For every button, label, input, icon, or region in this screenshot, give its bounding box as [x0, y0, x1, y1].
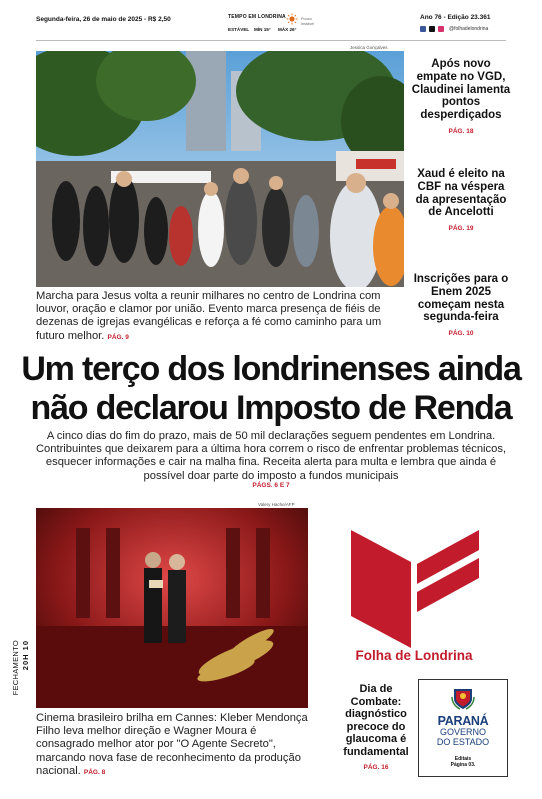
sidebar-item-cbf[interactable]: [410, 168, 512, 232]
parana-gov-line1: GOVERNO: [439, 727, 486, 737]
march-caption: [36, 290, 404, 344]
march-page-ref[interactable]: PÁG. 9: [107, 333, 129, 341]
glaucoma-teaser[interactable]: [338, 683, 414, 771]
march-photo: [36, 51, 404, 287]
sidebar-page-ref[interactable]: PÁG. 19: [448, 225, 474, 233]
cannes-caption: [36, 712, 308, 779]
sidebar-page-ref[interactable]: PÁG. 10: [448, 330, 474, 338]
sidebar-item-vgd[interactable]: [410, 58, 512, 135]
weather-max: MÁX 26°: [278, 27, 297, 32]
parana-name: PARANÁ: [437, 714, 489, 728]
issue-date-price: Segunda-feira, 26 de maio de 2025 - R$ 2,50: [36, 16, 171, 23]
closing-time: 20H 10: [21, 640, 30, 671]
sidebar-headline[interactable]: Xaud é eleito na CBF na véspera da apresentação de Ancelotti: [415, 168, 507, 219]
facebook-icon[interactable]: [420, 26, 426, 32]
social-handle[interactable]: @folhadelondrina: [449, 26, 489, 32]
masthead-name[interactable]: Folha de Londrina: [355, 648, 473, 663]
main-page-ref[interactable]: PÁGS. 6 E 7: [252, 482, 290, 489]
weather-title: TEMPO EM LONDRINA: [228, 14, 286, 20]
parana-gov-line2: DO ESTADO: [436, 737, 490, 747]
closing-label: FECHAMENTO: [11, 640, 20, 696]
social-links: [420, 25, 488, 33]
main-headline[interactable]: [20, 350, 522, 428]
editais-note: [419, 756, 507, 768]
cannes-caption-text: Cinema brasileiro brilha em Cannes: Kleber Mendonça Filho leva melhor direção e Wagner Moura é consagrado melhor ator por "O Agente Secreto", marcando nova fase de reconhecimento da produção nacional.: [36, 712, 308, 777]
sidebar-page-ref[interactable]: PÁG. 18: [448, 127, 474, 135]
folha-logo-mark: [345, 520, 483, 648]
weather-box: [228, 13, 318, 35]
coat-of-arms-icon: [450, 685, 476, 711]
edition-number: Ano 76 - Edição 23.361: [420, 14, 491, 21]
sun-icon: [286, 13, 298, 25]
glaucoma-headline[interactable]: Dia de Combate: diagnóstico precoce do glaucoma é fundamental: [343, 683, 409, 758]
cannes-photo: [36, 508, 308, 708]
parana-government: [419, 727, 507, 747]
x-icon[interactable]: [429, 26, 435, 32]
parana-government-ad[interactable]: [418, 679, 508, 777]
glaucoma-page-ref[interactable]: PÁG. 16: [363, 764, 389, 771]
closing-time-block: [3, 640, 33, 790]
weather-note: Pouco Instável: [301, 17, 315, 26]
sidebar-item-enem[interactable]: [410, 273, 512, 337]
weather-status: ESTÁVEL: [228, 27, 250, 32]
weather-min: MÍN 15°: [254, 27, 271, 32]
sidebar-headline[interactable]: Após novo empate no VGD, Claudinei lamenta pontos desperdiçados: [411, 58, 511, 122]
main-headline-line2[interactable]: não declarou Imposto de Renda: [30, 389, 512, 427]
march-caption-text: Marcha para Jesus volta a reunir milhares no centro de Londrina com louvor, oração e clamor por união. Evento marca presença de fiéis de dezenas de igrejas evangélicas e reforça a fé como caminho para um futuro melhor.: [36, 290, 382, 342]
sidebar-headline[interactable]: Inscrições para o Enem 2025 começam nesta segunda-feira: [413, 273, 509, 324]
editais-label: Editais: [454, 756, 472, 762]
photo-credit-top: Jessica Gonçalves: [350, 45, 388, 50]
main-headline-line1[interactable]: Um terço dos londrinenses ainda: [21, 350, 521, 388]
header-divider: [36, 40, 506, 41]
editais-page: Página 03.: [450, 762, 476, 768]
photo-credit-cannes: Valery Hache/AFP: [258, 502, 295, 507]
instagram-icon[interactable]: [438, 26, 444, 32]
cannes-page-ref[interactable]: PÁG. 8: [83, 768, 106, 776]
main-deck: A cinco dias do fim do prazo, mais de 50 mil declarações seguem pendentes em Londrina. Contribuintes que deixarem para a última hora correm o risco de enfrentar problemas técnicos, esquecer informações e cair na malha fina. Receita alerta para multa e lembra que ainda é possível doar parte do imposto a fundos municipais: [35, 430, 507, 482]
